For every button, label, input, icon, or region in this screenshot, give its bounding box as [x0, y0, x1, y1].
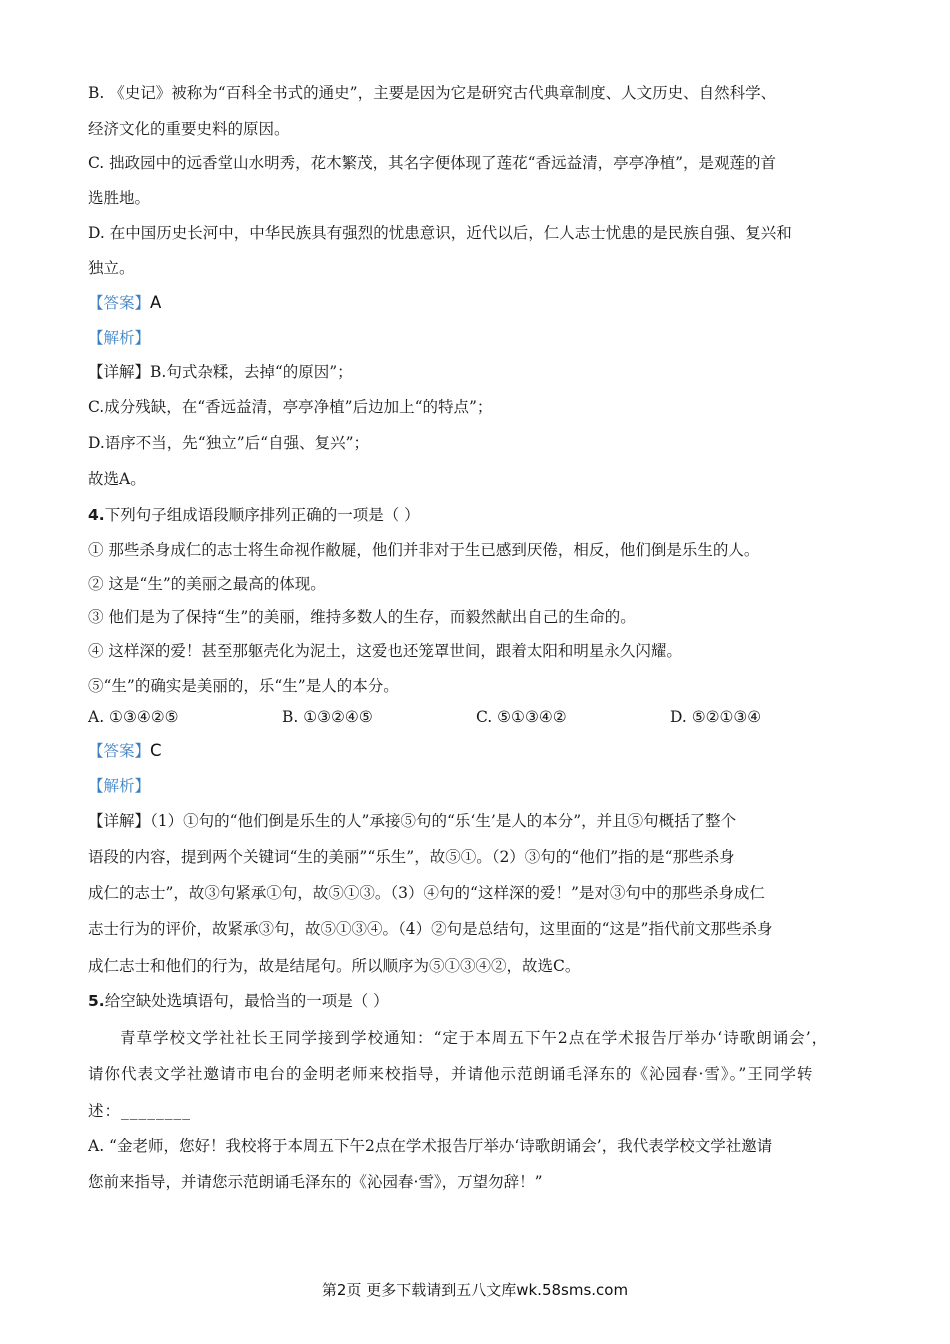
- q4-detail-line5: 成仁志士和他们的行为，故是结尾句。所以顺序为⑤①③④②，故选C。: [88, 957, 581, 975]
- answer-label: 【答案】: [88, 742, 151, 760]
- q3-option-c-line2: 选胜地。: [88, 189, 151, 207]
- page-footer: 第2页 更多下载请到五八文库wk.58sms.com: [321, 1281, 629, 1299]
- analysis-label: 【解析】: [88, 329, 151, 347]
- q4-detail-line3: 成仁的志士”，故③句紧承①句，故⑤①③。（3）④句的“这样深的爱！”是对③句中的那些杀身成仁: [88, 884, 765, 902]
- q3-detail-4: 故选A。: [88, 470, 146, 488]
- q4-stem: [88, 505, 420, 525]
- q3-detail-3: D.语序不当，先“独立”后“自强、复兴”；: [88, 434, 369, 452]
- q4-detail-line2: 语段的内容，提到两个关键词“生的美丽”“乐生”，故⑤①。（2）③句的“他们”指的是“那些杀身: [88, 848, 735, 866]
- answer-value: C: [150, 741, 162, 760]
- question-stem: 给空缺处选填语句，最恰当的一项是（ ）: [104, 992, 389, 1010]
- q4-answer: [88, 741, 162, 761]
- q3-option-b-line1: B. 《史记》被称为“百科全书式的通史”，主要是因为它是研究古代典章制度、人文历史、自然科学、: [88, 84, 777, 102]
- q5-stem: [88, 991, 389, 1011]
- q3-analysis: [88, 328, 150, 348]
- q4-sentence-4: ④ 这样深的爱！甚至那躯壳化为泥土，这爱也还笼罩世间，跟着太阳和明星永久闪耀。: [88, 642, 682, 660]
- detail-text: （1）①句的“他们倒是乐生的人”承接⑤句的“乐‘生’是人的本分”，并且⑤句概括了整个: [150, 812, 737, 830]
- detail-label: 【详解】: [88, 812, 151, 830]
- q4-option-c: C. ⑤①③④②: [476, 708, 567, 726]
- q3-option-d-line1: D. 在中国历史长河中，中华民族具有强烈的忧患意识，近代以后，仁人志士忧患的是民族自强、复兴和: [88, 224, 792, 242]
- q4-detail-line1: [88, 811, 736, 831]
- q3-option-b-line2: 经济文化的重要史料的原因。: [88, 120, 290, 138]
- q5-option-a-line1: A. “金老师，您好！我校将于本周五下午2点在学术报告厅举办‘诗歌朗诵会’，我代表学校文学社邀请: [88, 1137, 773, 1155]
- detail-label: 【详解】: [88, 363, 151, 381]
- q3-detail-2: C.成分残缺，在“香远益清，亭亭净植”后边加上“的特点”；: [88, 398, 493, 416]
- q5-passage-line3: 述：________: [88, 1102, 192, 1120]
- q5-passage-line2: 请你代表文学社邀请市电台的金明老师来校指导，并请他示范朗诵毛泽东的《沁园春·雪》。”王同学转: [88, 1065, 814, 1083]
- q3-answer: [88, 293, 161, 313]
- q5-option-a-line2: 您前来指导，并请您示范朗诵毛泽东的《沁园春·雪》，万望勿辞！”: [88, 1173, 543, 1191]
- question-stem: 下列句子组成语段顺序排列正确的一项是（ ）: [104, 506, 420, 524]
- answer-value: A: [150, 293, 162, 312]
- q4-sentence-5: ⑤“生”的确实是美丽的，乐“生”是人的本分。: [88, 677, 399, 695]
- q3-detail-1: [88, 362, 353, 382]
- analysis-label: 【解析】: [88, 777, 151, 795]
- q3-option-d-line2: 独立。: [88, 259, 135, 277]
- question-number: 4.: [88, 506, 105, 524]
- q4-sentence-3: ③ 他们是为了保持“生”的美丽，维持多数人的生存，而毅然献出自己的生命的。: [88, 608, 636, 626]
- question-number: 5.: [88, 992, 105, 1010]
- q4-option-d: D. ⑤②①③④: [670, 708, 762, 726]
- q3-option-c-line1: C. 拙政园中的远香堂山水明秀，花木繁茂，其名字便体现了莲花“香远益清，亭亭净植”，是观莲的首: [88, 154, 777, 172]
- q5-passage-line1: 青草学校文学社社长王同学接到学校通知：“定于本周五下午2点在学术报告厅举办‘诗歌朗诵会’，: [120, 1029, 829, 1047]
- q4-sentence-1: ① 那些杀身成仁的志士将生命视作敝屣，他们并非对于生已感到厌倦，相反，他们倒是乐生的人。: [88, 541, 760, 559]
- q4-detail-line4: 志士行为的评价，故紧承③句，故⑤①③④。（4）②句是总结句，这里面的“这是”指代前文那些杀身: [88, 920, 773, 938]
- q4-option-b: B. ①③②④⑤: [282, 708, 373, 726]
- detail-text: B.句式杂糅，去掉“的原因”；: [150, 363, 353, 381]
- q4-sentence-2: ② 这是“生”的美丽之最高的体现。: [88, 575, 326, 593]
- q4-option-a: A. ①③④②⑤: [88, 708, 179, 726]
- q4-analysis: [88, 776, 150, 796]
- answer-label: 【答案】: [88, 294, 151, 312]
